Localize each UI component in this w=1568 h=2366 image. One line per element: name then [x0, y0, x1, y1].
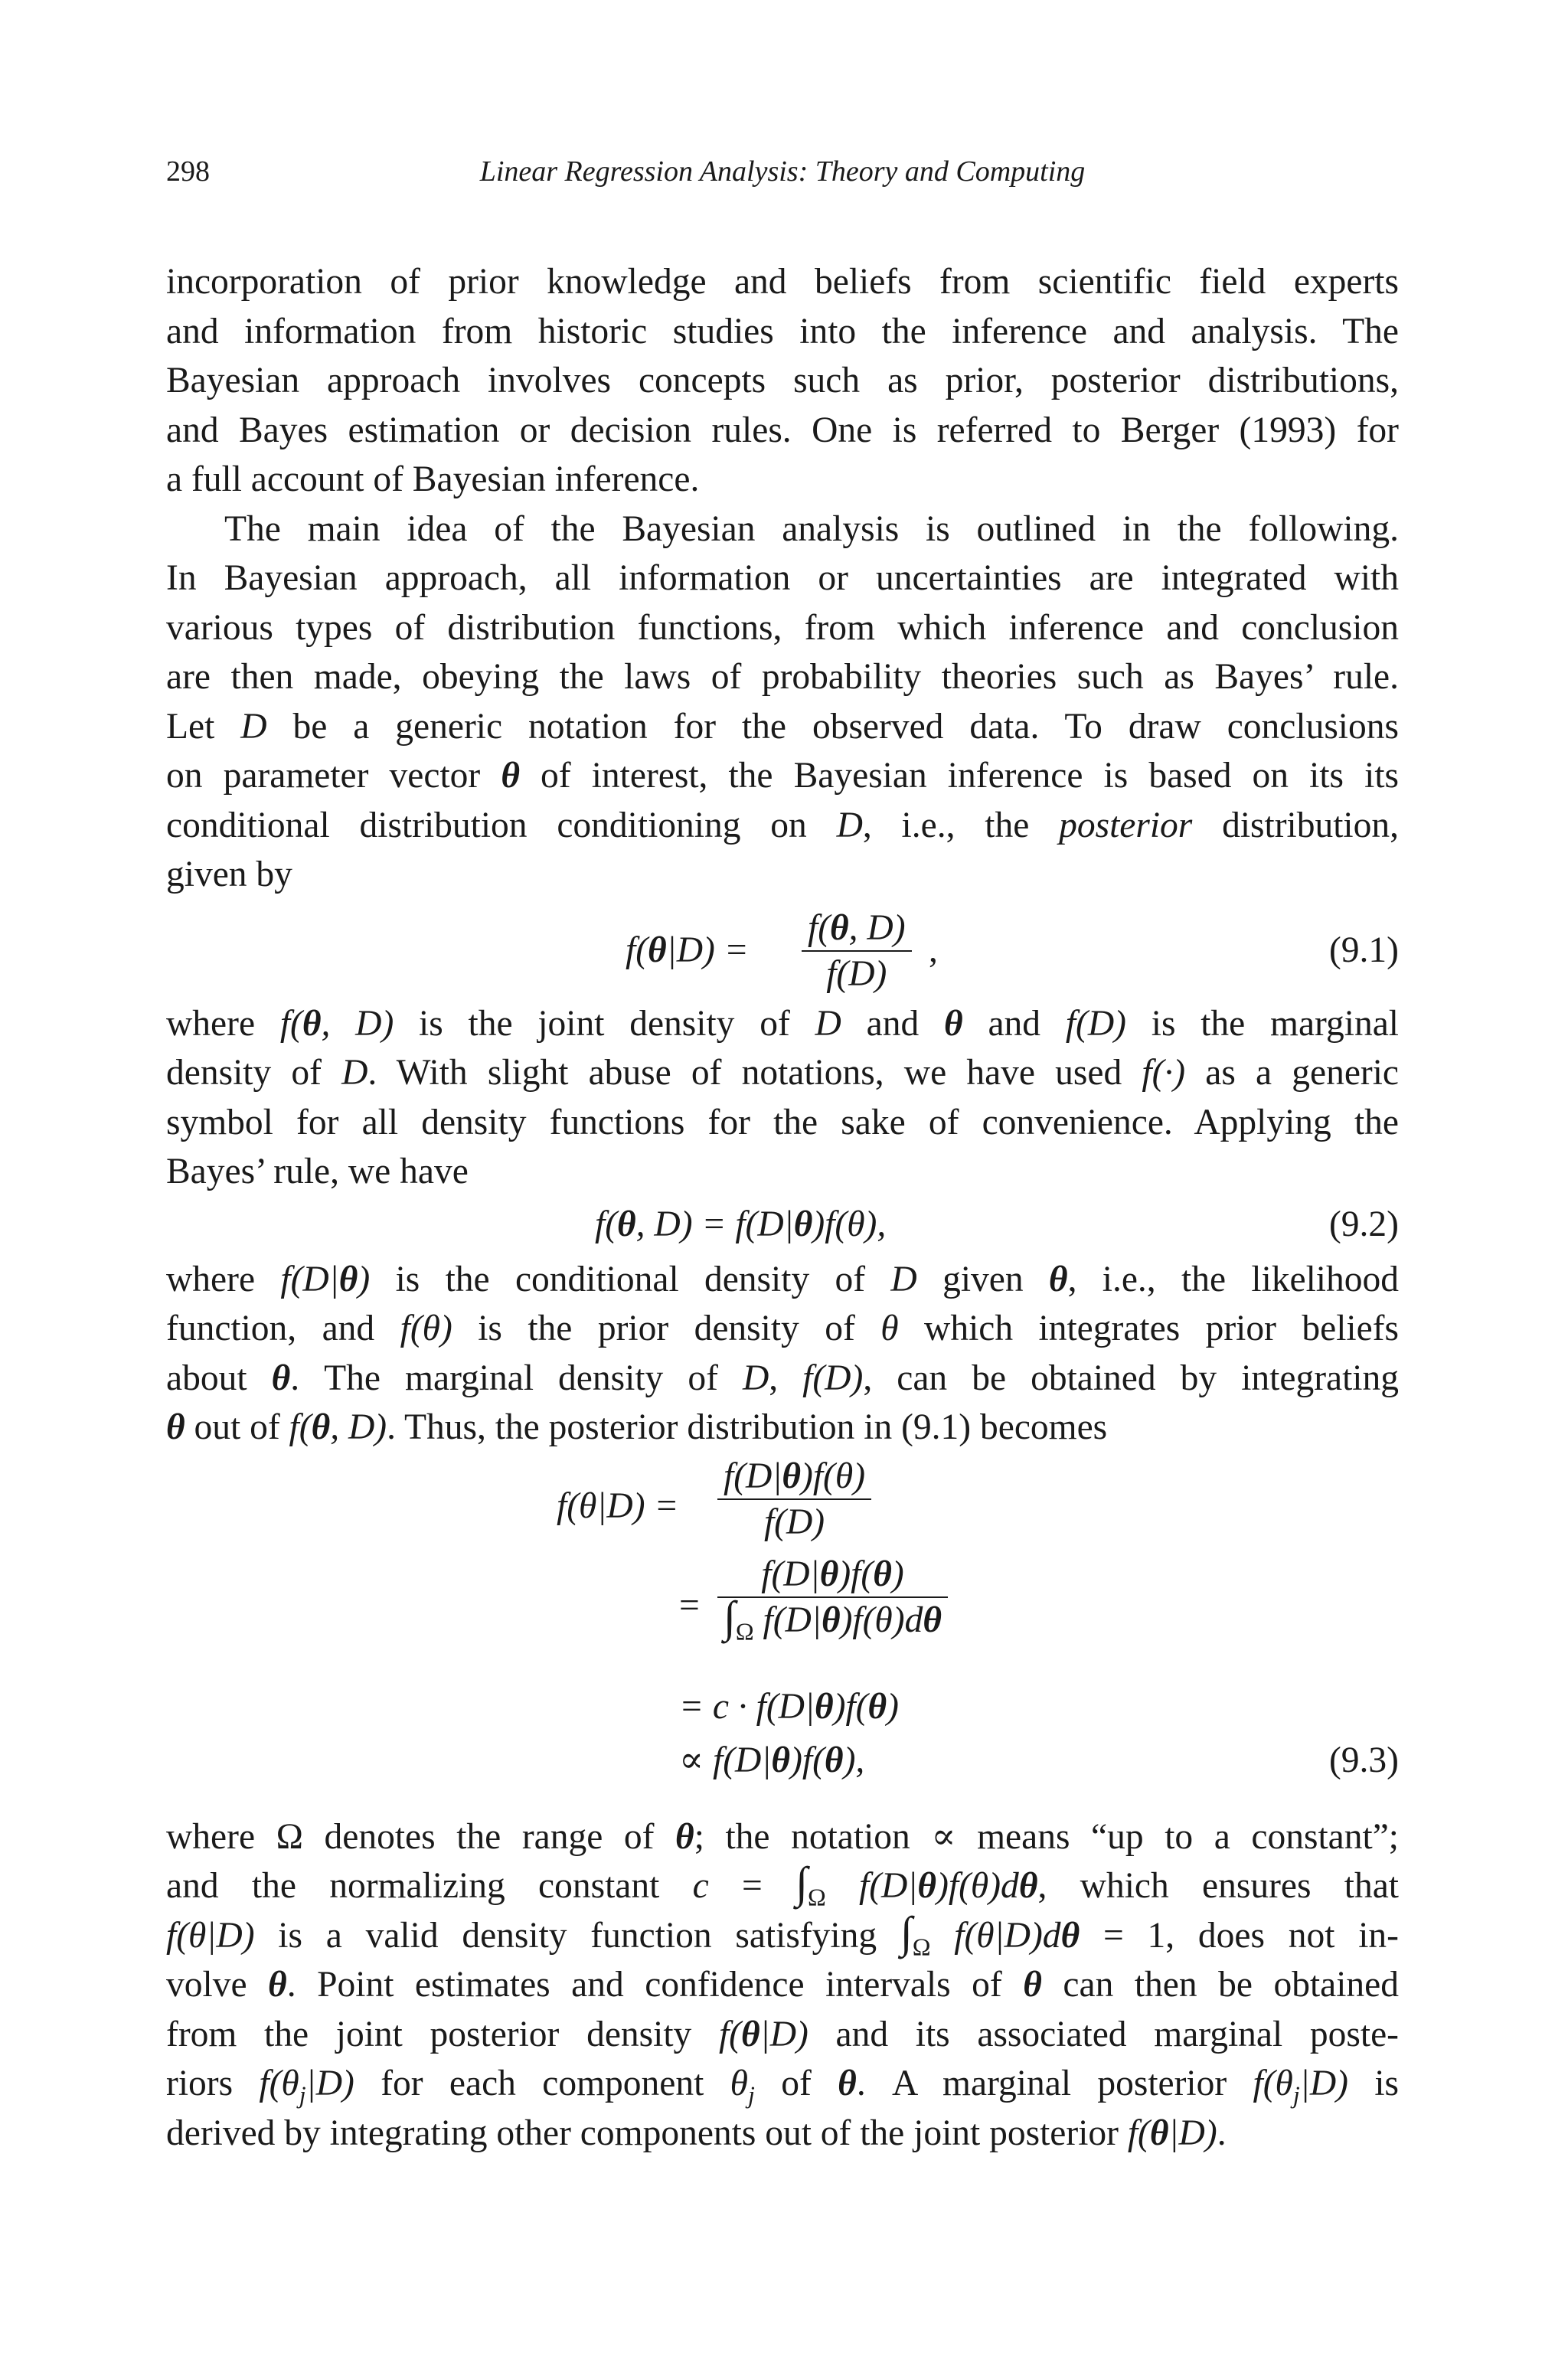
- fraction-denominator: f(D): [717, 1498, 871, 1544]
- fraction-denominator: f(D): [802, 950, 912, 996]
- text-line: Let D be a generic notation for the observed data. To draw conclusions: [166, 706, 1399, 747]
- equation-row: ∝ f(D|θ)f(θ),: [679, 1740, 865, 1780]
- text-line: where f(D|θ) is the conditional density of D given θ, i.e., the likelihood: [166, 1259, 1399, 1299]
- page-number: 298: [166, 155, 210, 188]
- text-line: and Bayes estimation or decision rules. One is referred to Berger (1993) for: [166, 410, 1399, 450]
- text-line: incorporation of prior knowledge and beliefs from scientific field experts: [166, 262, 1399, 302]
- fraction: [717, 1552, 948, 1645]
- text-line: where f(θ, D) is the joint density of D and θ and f(D) is the marginal: [166, 1003, 1399, 1044]
- paragraph-1: [166, 257, 1399, 505]
- equals-sign: =: [679, 1585, 700, 1626]
- text-line: about θ. The marginal density of D, f(D), can be obtained by integrating: [166, 1358, 1399, 1398]
- text-line: Bayesian approach involves concepts such as prior, posterior distributions,: [166, 361, 1399, 400]
- text-line: Bayes’ rule, we have: [166, 1152, 469, 1191]
- text-line: volve θ. Point estimates and confidence intervals of θ can then be obtained: [166, 1965, 1400, 2005]
- text-line: derived by integrating other components out of the joint posterior f(θ|D).: [166, 2113, 1227, 2153]
- equation-lhs: f(θ|D) =: [557, 1485, 679, 1526]
- text-line: various types of distribution functions, from which inference and conclusion: [166, 607, 1399, 648]
- paragraph-5: [166, 1812, 1399, 2158]
- text-line: riors $f(\theta_j|D)$ for each component $\theta_j$ of θ. A marginal posterior $f(\theta_j|D)$ is: [166, 2064, 1400, 2109]
- equation-9-2: [166, 1197, 1399, 1255]
- text-line: density of D. With slight abuse of notations, we have used f(·) as a generic: [166, 1053, 1399, 1093]
- fraction-numerator: f(θ, D): [808, 907, 906, 948]
- text-line: In Bayesian approach, all information or uncertainties are integrated with: [166, 558, 1399, 598]
- text-line: on parameter vector θ of interest, the Bayesian inference is based on its its: [166, 756, 1399, 796]
- text-line: where Ω denotes the range of θ; the notation ∝ means “up to a constant”;: [166, 1816, 1399, 1857]
- paragraph-3: [166, 999, 1399, 1197]
- equation-comma: ,: [929, 930, 938, 970]
- page-body: [166, 257, 1399, 2158]
- fraction-numerator: f(D|θ)f(θ): [761, 1554, 904, 1594]
- equation-9-3: [166, 1453, 1399, 1812]
- fraction-denominator: $\int_\Omega$ f(D|θ)f(θ)dθ: [717, 1596, 948, 1642]
- running-header: [166, 155, 1399, 201]
- equation-body: f(θ, D) = f(D|θ)f(θ),: [595, 1204, 887, 1244]
- text-line: are then made, obeying the laws of probability theories such as Bayes’ rule.: [166, 657, 1399, 697]
- fraction: [717, 1454, 871, 1544]
- equation-9-1: [166, 900, 1399, 999]
- equation-number: (9.2): [1328, 1204, 1399, 1244]
- text-line: from the joint posterior density f(θ|D) and its associated marginal poste-: [166, 2014, 1399, 2054]
- running-title: Linear Regression Analysis: Theory and Computing: [479, 155, 1086, 188]
- text-line: and the normalizing constant $c = \int_\Omega$ f(D|θ)f(θ)dθ, which ensures that: [166, 1858, 1399, 1911]
- text-line: symbol for all density functions for the sake of convenience. Applying the: [166, 1102, 1399, 1142]
- text-line: given by: [166, 855, 292, 894]
- paragraph-4: [166, 1255, 1399, 1453]
- text-line: and information from historic studies into the inference and analysis. The: [166, 311, 1399, 351]
- equation-number: (9.1): [1328, 930, 1399, 970]
- text-line: The main idea of the Bayesian analysis is outlined in the following.: [224, 508, 1399, 549]
- text-line: θ out of f(θ, D). Thus, the posterior distribution in (9.1) becomes: [166, 1407, 1108, 1447]
- fraction: [802, 906, 912, 996]
- fraction-numerator: f(D|θ)f(θ): [724, 1456, 866, 1496]
- paragraph-2: [166, 505, 1399, 900]
- equation-row: = c · f(D|θ)f(θ): [679, 1686, 899, 1727]
- text-line: function, and f(θ) is the prior density of θ which integrates prior beliefs: [166, 1309, 1399, 1348]
- text-line: f(θ|D) is a valid density function satisfying $\int_\Omega$ f(θ|D)dθ = 1, does not in-: [166, 1907, 1399, 1960]
- equation-number: (9.3): [1328, 1740, 1399, 1780]
- text-line: a full account of Bayesian inference.: [166, 459, 700, 499]
- text-line: conditional distribution conditioning on D, i.e., the posterior distribution,: [166, 805, 1399, 845]
- equation-lhs: f(θ|D) =: [626, 930, 749, 970]
